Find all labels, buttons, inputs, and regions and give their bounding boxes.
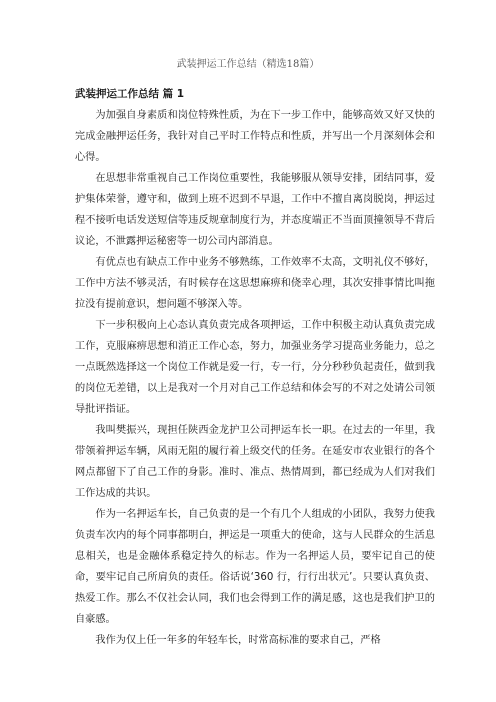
paragraph-6: 作为一名押运车长，自己负责的是一个有几个人组成的小团队，我努力使我负责车次内的每个同事都明白，押运是一项重大的使命，这与人民群众的生活息息相关，也是金融体系稳定持久的标志。作为一名押运人员，要牢记自己的使命，要牢记自己所肩负的责任。俗话说‘360 行，行行出状元’。只要认真负责、热爱工作。那么不仅社会认同，我们也会得到工作的满足感，这也是我们护卫的自豪感。: [75, 509, 435, 625]
paragraph-2: 在思想非常重视自己工作岗位重要性，我能够服从领导安排，团结同事，爱护集体荣誉，遵守和，做到上班不迟到不早退，工作中不擅自离岗脱岗，押运过程不接听电话发送短信等违反规章制度行为，并态度端正不当面顶撞领导不背后议论，不泄露押运秘密等一切公司内部消息。: [75, 173, 435, 247]
paragraph-7: 我作为仅上任一年多的年轻车长，时常高标准的要求自己，严格: [95, 635, 381, 646]
paragraph-3: 有优点也有缺点工作中业务不够熟练，工作效率不太高，文明礼仪不够好，工作中方法不够灵活，有时候存在这思想麻痹和侥幸心理，其次安排事情比叫拖拉没有提前意识，想问题不够深入等。: [75, 257, 435, 310]
document-title: 武装押运工作总结（精选18篇）: [176, 59, 320, 70]
section-heading: 武装押运工作总结 篇 1: [75, 88, 185, 100]
paragraph-5: 我叫樊振兴，现担任陕西金龙护卫公司押运车长一职。在过去的一年里，我带领着押运车辆，风雨无阻的履行着上级交代的任务。在延安市农业银行的各个网点都留下了自己工作的身影。准时、准点、热情周到，都已经成为人们对我们工作达成的共识。: [75, 425, 435, 499]
paragraph-4: 下一步积极向上心态认真负责完成各项押运，工作中积极主动认真负责完成工作，克服麻痹思想和消正工作心态，努力，加强业务学习提高业务能力，总之一点既然选择这一个岗位工作就是爱一行，专一行，分分秒秒负起责任，做到我的岗位无差错，以上是我对一个月对自己工作总结和体会写的不对之处请公司领导批评指证。: [75, 320, 435, 415]
document-body: [75, 84, 435, 651]
paragraph-1: 为加强自身素质和岗位特殊性质，为在下一步工作中，能够高效又好又快的完成金融押运任务，我针对自己平时工作特点和性质，并写出一个月深刻体会和心得。: [75, 110, 435, 163]
